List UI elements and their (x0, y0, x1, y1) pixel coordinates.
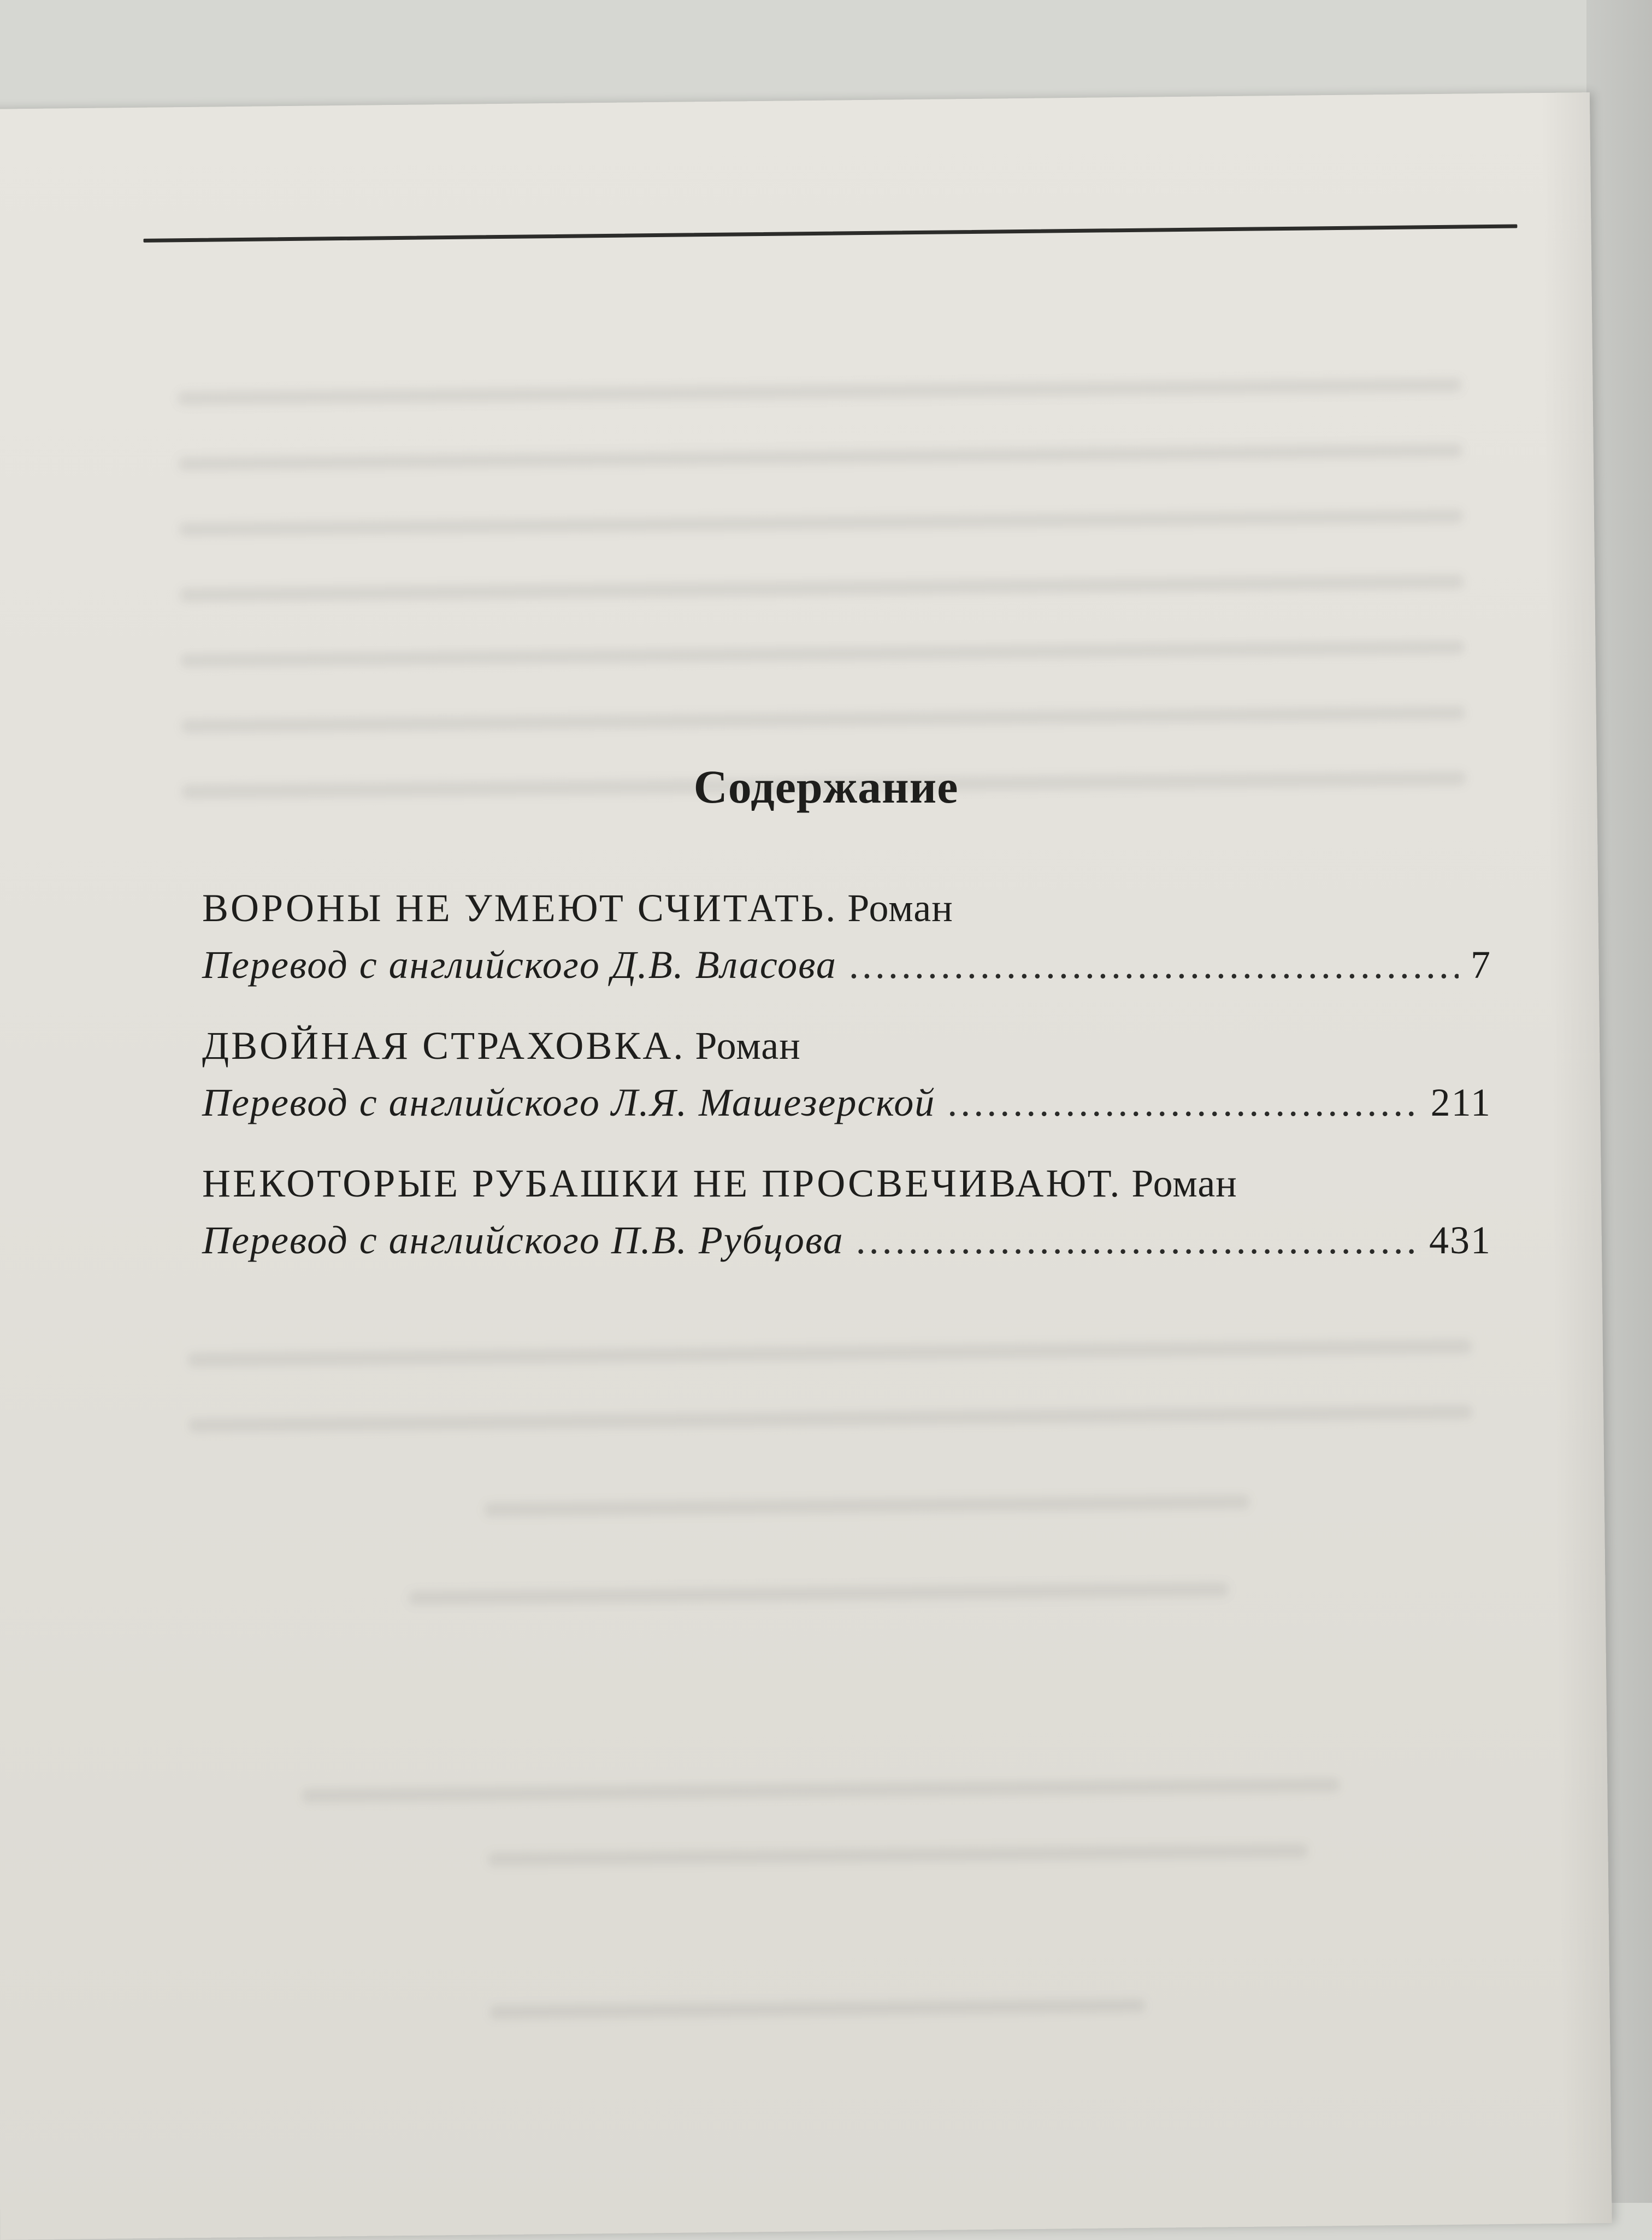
show-through-line (178, 378, 1461, 406)
entry-title: ВОРОНЫ НЕ УМЕЮТ СЧИТАТЬ. (202, 886, 838, 930)
toc-entry (202, 880, 1491, 993)
entry-translator: Перевод с английского Д.В. Власова (202, 943, 837, 987)
toc-entry (202, 1155, 1491, 1269)
entry-translator-line (202, 1212, 1491, 1269)
entry-title-line (202, 1017, 1491, 1074)
dot-leader (947, 1074, 1418, 1131)
entry-title-line (202, 880, 1491, 936)
dot-leader (856, 1212, 1417, 1269)
show-through-line (181, 706, 1465, 734)
entry-genre: Роман (847, 886, 953, 930)
show-through-line (485, 1495, 1249, 1517)
contents-heading: Содержание (693, 761, 959, 813)
header-rule (143, 225, 1517, 243)
dot-leader (849, 936, 1459, 993)
show-through-line (179, 509, 1463, 537)
entry-genre: Роман (695, 1024, 801, 1068)
entry-page-number: 431 (1429, 1218, 1491, 1262)
entry-translator-line (202, 936, 1491, 993)
entry-genre: Роман (1131, 1162, 1237, 1205)
entry-translator: Перевод с английского Л.Я. Машезерской (202, 1081, 936, 1124)
toc-entry (202, 1017, 1491, 1131)
entry-translator: Перевод с английского П.В. Рубцова (202, 1218, 844, 1262)
show-through-line (489, 1999, 1145, 2020)
entry-page-number: 211 (1430, 1081, 1491, 1124)
show-through-line (180, 640, 1464, 668)
entry-title: НЕКОТОРЫЕ РУБАШКИ НЕ ПРОСВЕЧИВАЮТ. (202, 1162, 1122, 1205)
show-through-line (409, 1582, 1228, 1605)
table-of-contents (202, 880, 1491, 1293)
show-through-line (188, 1405, 1472, 1433)
entry-page-number: 7 (1471, 943, 1491, 987)
show-through-line (179, 444, 1462, 471)
show-through-line (302, 1778, 1340, 1803)
entry-title-line (202, 1155, 1491, 1212)
show-through-line (488, 1844, 1307, 1867)
entry-title: ДВОЙНАЯ СТРАХОВКА. (202, 1024, 686, 1068)
show-through-line (188, 1339, 1472, 1367)
show-through-line (180, 575, 1464, 603)
entry-translator-line (202, 1074, 1491, 1131)
